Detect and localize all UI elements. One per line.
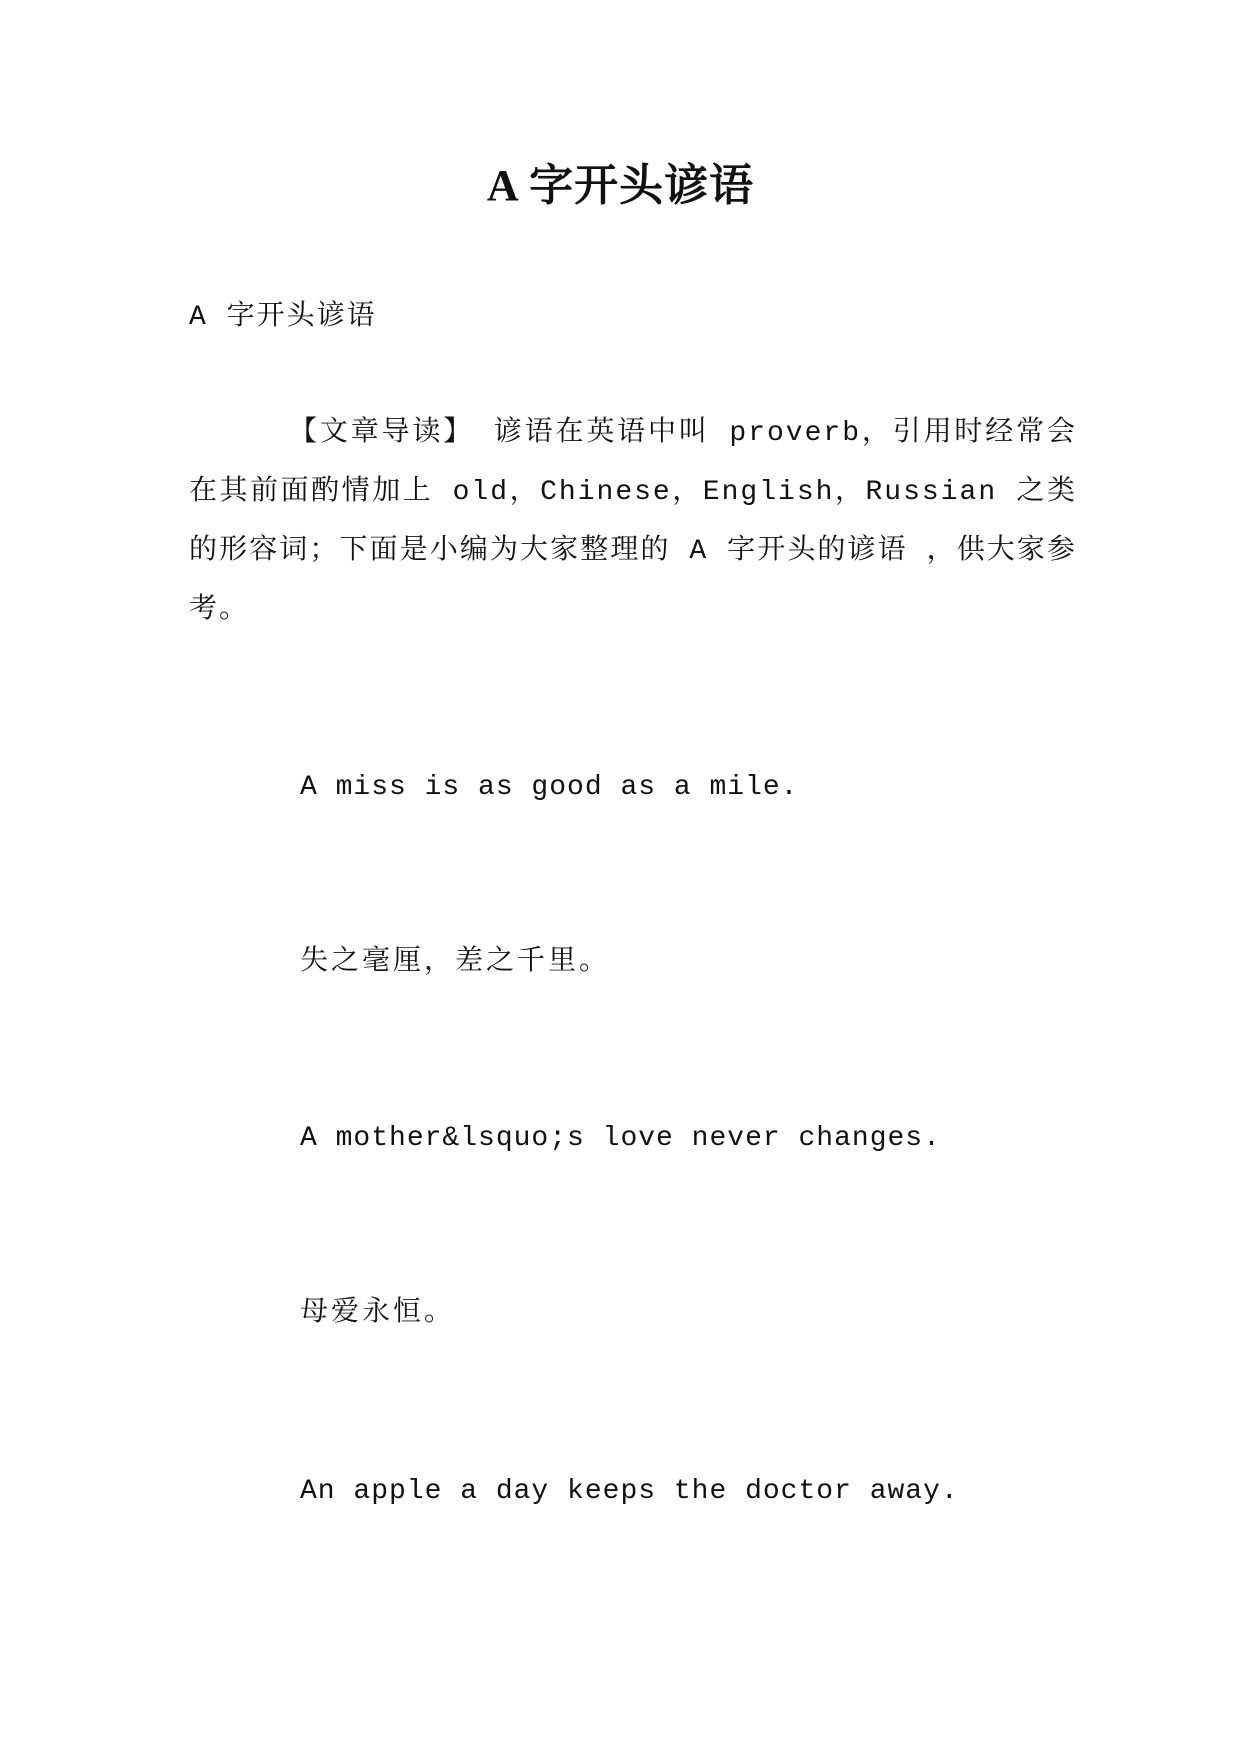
document-subtitle: A 字开头谚语 — [189, 302, 377, 333]
proverb-line: An apple a day keeps the doctor away. — [300, 1476, 959, 1507]
document-title: A 字开头谚语 — [486, 161, 755, 210]
proverb-line: A miss is as good as a mile. — [300, 772, 799, 803]
proverb-translation: 母爱永恒。 — [300, 1298, 456, 1329]
proverb-translation: 失之毫厘，差之千里。 — [300, 947, 611, 978]
intro-paragraph: 【文章导读】 谚语在英语中叫 proverb，引用时经常会在其前面酌情加上 old，Chinese，English，Russian 之类的形容词；下面是小编为大家整理的 A 字开头的谚语 ，供大家参考。 — [189, 418, 1077, 626]
proverb-line: A mother&lsquo;s love never changes. — [300, 1123, 941, 1154]
